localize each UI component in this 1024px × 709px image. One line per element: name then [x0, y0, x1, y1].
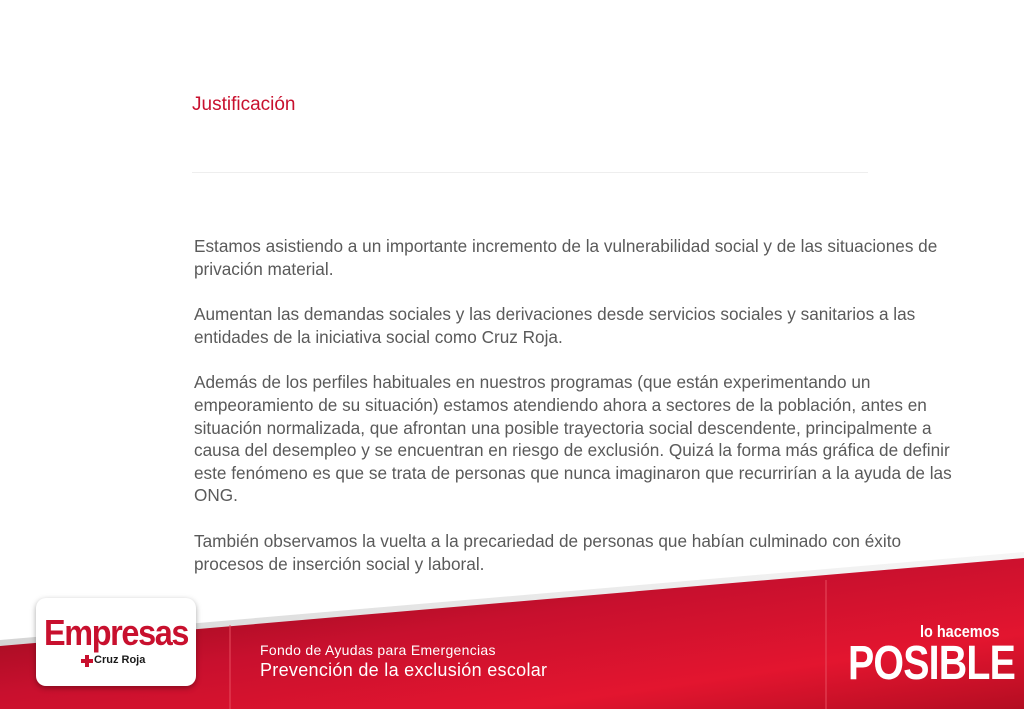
slide-title: Justificación	[192, 94, 296, 115]
logo-main-text: Empresas	[44, 612, 189, 653]
empresas-cruz-roja-logo	[36, 598, 196, 686]
logo-sub-text: Cruz Roja	[94, 654, 146, 666]
footer-program-name: Prevención de la exclusión escolar	[260, 660, 548, 680]
paragraph-3: Además de los perfiles habituales en nuestros programas (que están experimentando un empeoramiento de su situación) estamos atendiendo ahora a sectores de la población, antes en situación normalizada, que afrontan una posible trayectoria social descendente, principalmente a causa del desempleo y se encuentran en riesgo de exclusión. Quizá la forma más gráfica de definir este fenómeno es que se trata de personas que nunca imaginaron que recurrirían a la ayuda de las ONG.	[194, 372, 952, 506]
slogan-small: lo hacemos	[920, 622, 1000, 641]
slogan-big: POSIBLE	[848, 637, 1016, 690]
footer-fund-name: Fondo de Ayudas para Emergencias	[260, 642, 496, 658]
red-cross-icon	[81, 655, 93, 667]
paragraph-1: Estamos asistiendo a un importante incremento de la vulnerabilidad social y de las situaciones de privación material.	[194, 236, 938, 279]
paragraph-4: También observamos la vuelta a la precariedad de personas que habían culminado con éxito procesos de inserción social y laboral.	[194, 530, 902, 574]
paragraph-2: Aumentan las demandas sociales y las derivaciones desde servicios sociales y sanitarios a las entidades de la iniciativa social como Cruz Roja.	[194, 304, 916, 347]
